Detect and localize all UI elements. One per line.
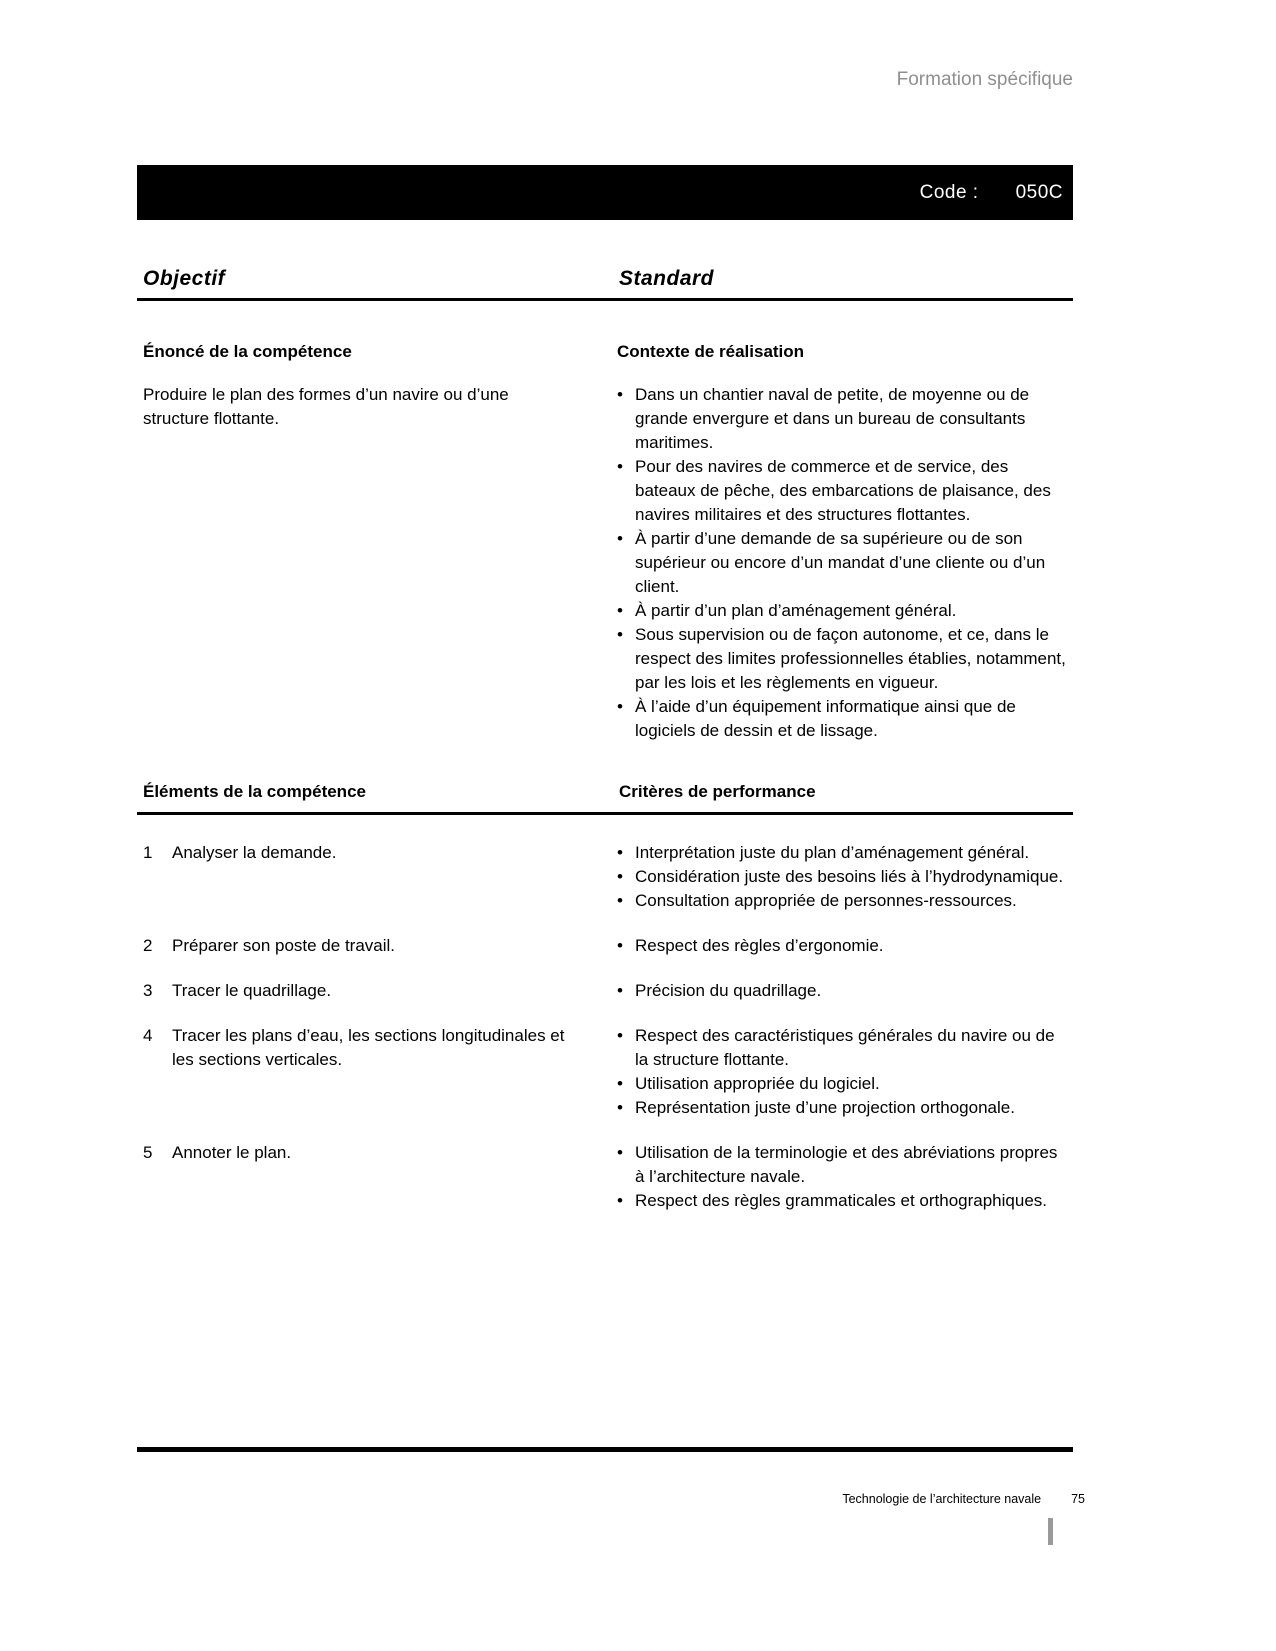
list-item: [617, 599, 1069, 623]
bullet-text: Utilisation de la terminologie et des abréviations propres à l’architecture navale.: [635, 1143, 1058, 1186]
list-item: [617, 865, 1069, 889]
bullet-icon: •: [617, 601, 623, 620]
list-item: [617, 841, 1069, 865]
standard-header: Standard: [619, 267, 715, 290]
element-cell: [137, 841, 613, 865]
bullet-text: Respect des caractéristiques générales du navire ou de la structure flottante.: [635, 1026, 1055, 1069]
list-item: [617, 1141, 1069, 1189]
header-divider: [137, 298, 1073, 301]
bullet-text: À partir d’une demande de sa supérieure ou de son supérieur ou encore d’un mandat d’une cliente ou d’un client.: [635, 529, 1046, 596]
list-item: [617, 695, 1069, 743]
list-item: [617, 1024, 1069, 1072]
criteres-cell: [613, 841, 1073, 913]
criteres-list: [617, 979, 1069, 1003]
criteres-cell: [613, 934, 1073, 958]
bullet-text: Respect des règles grammaticales et orthographiques.: [635, 1191, 1047, 1210]
element-number: 2: [143, 936, 153, 955]
code-value: 050C: [1015, 181, 1063, 203]
enonce-column: [137, 341, 613, 431]
bullet-text: Précision du quadrillage.: [635, 981, 822, 1000]
bullet-icon: •: [617, 529, 623, 548]
element-number: 4: [143, 1026, 153, 1045]
list-item: [617, 979, 1069, 1003]
element-text: Tracer les plans d’eau, les sections longitudinales et les sections verticales.: [172, 1026, 565, 1069]
elements-heading: Éléments de la compétence: [143, 782, 366, 801]
criteres-list: [617, 934, 1069, 958]
element-text: Analyser la demande.: [172, 843, 337, 862]
bullet-icon: •: [617, 936, 623, 955]
element-row: [137, 979, 1073, 1003]
list-item: [617, 1096, 1069, 1120]
element-text: Annoter le plan.: [172, 1143, 292, 1162]
bullet-text: Respect des règles d’ergonomie.: [635, 936, 884, 955]
contexte-heading: Contexte de réalisation: [617, 342, 805, 361]
footer-text-row: [137, 1492, 1085, 1507]
criteres-list: [617, 841, 1069, 913]
element-number: 5: [143, 1143, 153, 1162]
page-number: 75: [1071, 1492, 1085, 1506]
element-text: Tracer le quadrillage.: [172, 981, 332, 1000]
bullet-text: Considération juste des besoins liés à l’hydrodynamique.: [635, 867, 1064, 886]
bullet-text: Dans un chantier naval de petite, de moyenne ou de grande envergure et dans un bureau de consultants maritimes.: [635, 385, 1030, 452]
bullet-icon: •: [617, 981, 623, 1000]
list-item: [617, 1189, 1069, 1213]
list-item: [617, 455, 1069, 527]
bullet-text: À l’aide d’un équipement informatique ainsi que de logiciels de dessin et de lissage.: [635, 697, 1016, 740]
page-footer: [137, 1447, 1085, 1507]
element-cell: [137, 979, 613, 1003]
bullet-text: Sous supervision ou de façon autonome, et ce, dans le respect des limites professionnelles établies, notamment, par les lois et les règlements en vigueur.: [635, 625, 1066, 692]
objectif-header: Objectif: [143, 267, 226, 290]
code-label: Code :: [919, 181, 979, 203]
element-text: Préparer son poste de travail.: [172, 936, 396, 955]
footer-title: Technologie de l’architecture navale: [842, 1492, 1042, 1506]
page-edge-marker: [1048, 1518, 1053, 1545]
list-item: [617, 623, 1069, 695]
criteres-cell: [613, 1141, 1073, 1213]
content-area: [137, 0, 1073, 1234]
bullet-icon: •: [617, 1191, 623, 1210]
list-item: [617, 889, 1069, 913]
bullet-icon: •: [617, 843, 623, 862]
element-row: [137, 1024, 1073, 1120]
criteres-cell: [613, 979, 1073, 1003]
bullet-icon: •: [617, 697, 623, 716]
element-cell: [137, 934, 613, 958]
bullet-text: Utilisation appropriée du logiciel.: [635, 1074, 880, 1093]
bullet-text: Représentation juste d’une projection orthogonale.: [635, 1098, 1015, 1117]
bullet-icon: •: [617, 891, 623, 910]
element-row: [137, 934, 1073, 958]
criteres-heading: Critères de performance: [619, 782, 816, 801]
list-item: [617, 934, 1069, 958]
criteres-cell: [613, 1024, 1073, 1120]
criteres-list: [617, 1024, 1069, 1120]
bullet-icon: •: [617, 457, 623, 476]
elements-criteres-headers: [137, 781, 1073, 803]
element-number: 3: [143, 981, 153, 1000]
contexte-column: [613, 341, 1073, 743]
column-headers: [137, 266, 1073, 292]
contexte-list: [617, 383, 1069, 743]
element-cell: [137, 1141, 613, 1165]
list-item: [617, 383, 1069, 455]
bullet-icon: •: [617, 867, 623, 886]
bullet-icon: •: [617, 385, 623, 404]
competence-context-section: [137, 341, 1073, 743]
bullet-icon: •: [617, 1143, 623, 1162]
list-item: [617, 527, 1069, 599]
elements-criteres-rows: [137, 841, 1073, 1213]
enonce-text: Produire le plan des formes d’un navire ou d’une structure flottante.: [143, 385, 509, 428]
bullet-text: Consultation appropriée de personnes-ressources.: [635, 891, 1017, 910]
section-divider: [137, 812, 1073, 815]
footer-divider: [137, 1447, 1073, 1452]
element-row: [137, 1141, 1073, 1213]
code-banner: [137, 165, 1073, 220]
bullet-icon: •: [617, 625, 623, 644]
element-row: [137, 841, 1073, 913]
element-cell: [137, 1024, 613, 1072]
element-number: 1: [143, 843, 153, 862]
bullet-icon: •: [617, 1074, 623, 1093]
criteres-list: [617, 1141, 1069, 1213]
bullet-text: Interprétation juste du plan d’aménagement général.: [635, 843, 1030, 862]
running-header: Formation spécifique: [896, 69, 1073, 90]
bullet-text: À partir d’un plan d’aménagement général.: [635, 601, 957, 620]
bullet-icon: •: [617, 1098, 623, 1117]
enonce-heading: Énoncé de la compétence: [143, 342, 352, 361]
list-item: [617, 1072, 1069, 1096]
bullet-icon: •: [617, 1026, 623, 1045]
bullet-text: Pour des navires de commerce et de service, des bateaux de pêche, des embarcations de plaisance, des navires militaires et des structures flottantes.: [635, 457, 1051, 524]
